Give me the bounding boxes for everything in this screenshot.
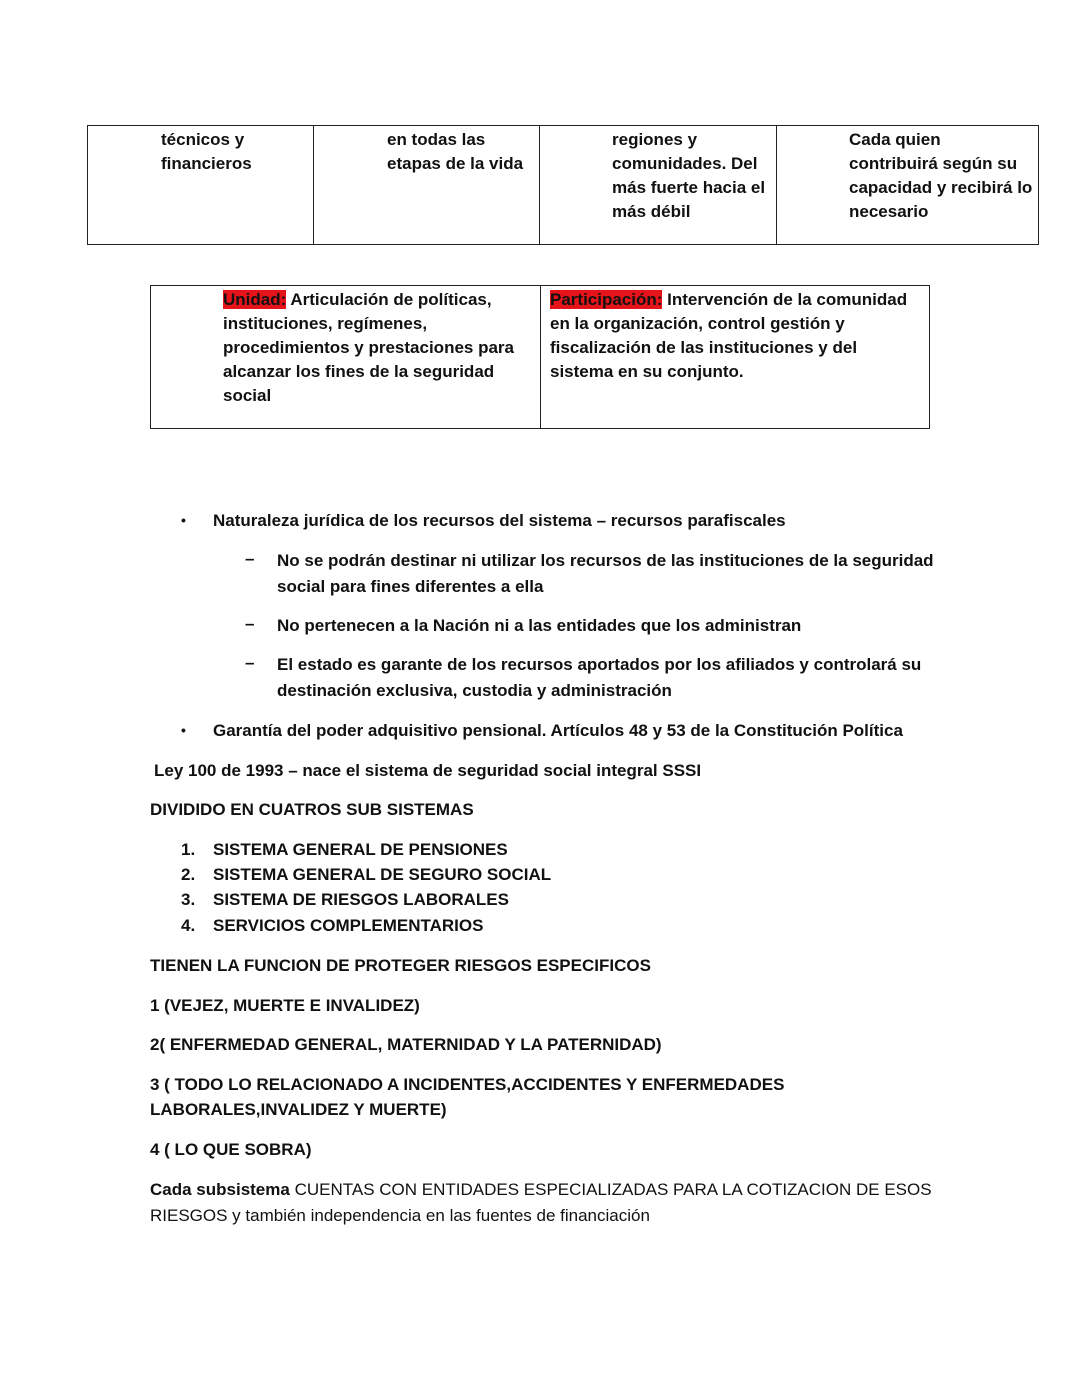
unidad-label: Unidad: [223,290,287,309]
dash-text: social para fines diferentes a ella [277,577,544,596]
list-item: SISTEMA DE RIESGOS LABORALES [213,890,509,909]
bullet-text: Garantía del poder adquisitivo pensional. Artículos 48 y 53 de la Constitución Política [213,721,903,740]
unidad-text: Articulación de políticas, instituciones, regímenes, procedimientos y prestaciones para alcanzar los fines de la seguridad social [223,290,514,405]
list-number: 2. [181,865,196,884]
bullet-icon: • [181,512,186,528]
table-cell [777,126,1038,244]
dash-icon: – [245,653,255,672]
table-cell-unidad [151,286,541,428]
principles-table-top [87,125,1039,245]
table-cell-participacion [541,286,929,428]
cell-text: Cada quien contribuirá según su capacidad y recibirá lo necesario [849,130,1033,221]
dash-icon: – [245,614,255,633]
cada-subsistema-line-2: RIESGOS y también independencia en las fuentes de financiación [150,1206,650,1225]
dash-text: No se podrán destinar ni utilizar los recursos de las instituciones de la seguridad [277,551,934,570]
tienen-heading: TIENEN LA FUNCION DE PROTEGER RIESGOS ESPECIFICOS [150,956,651,975]
table-cell [314,126,540,244]
dividido-heading: DIVIDIDO EN CUATROS SUB SISTEMAS [150,800,474,819]
principles-table-bottom [150,285,930,429]
list-number: 1. [181,840,196,859]
list-item: SISTEMA GENERAL DE PENSIONES [213,840,508,859]
bullet-text: Naturaleza jurídica de los recursos del sistema – recursos parafiscales [213,511,786,530]
riesgo-1: 1 (VEJEZ, MUERTE E INVALIDEZ) [150,996,420,1015]
riesgo-2: 2( ENFERMEDAD GENERAL, MATERNIDAD Y LA PATERNIDAD) [150,1035,662,1054]
dash-text: No pertenecen a la Nación ni a las entidades que los administran [277,616,802,635]
list-item: SERVICIOS COMPLEMENTARIOS [213,916,484,935]
list-number: 4. [181,916,196,935]
dash-text: El estado es garante de los recursos aportados por los afiliados y controlará su [277,655,922,674]
participacion-text: Intervención de la comunidad en la organización, control gestión y fiscalización de las instituciones y del sistema en su conjunto. [550,290,908,381]
dash-icon: – [245,549,255,568]
cell-text: en todas las etapas de la vida [387,130,524,173]
cada-subsistema-line [150,1177,932,1202]
ley-line: Ley 100 de 1993 – nace el sistema de seguridad social integral SSSI [154,761,702,780]
riesgo-3: 3 ( TODO LO RELACIONADO A INCIDENTES,ACCIDENTES Y ENFERMEDADES [150,1075,785,1094]
dash-text: destinación exclusiva, custodia y administración [277,681,672,700]
participacion-label: Participación: [550,290,663,309]
riesgo-4: 4 ( LO QUE SOBRA) [150,1140,312,1159]
table-cell [88,126,314,244]
cada-bold: Cada subsistema [150,1180,290,1199]
riesgo-3-cont: LABORALES,INVALIDEZ Y MUERTE) [150,1100,447,1119]
cell-text: regiones y comunidades. Del más fuerte hacia el más débil [612,130,766,221]
cada-rest: CUENTAS CON ENTIDADES ESPECIALIZADAS PARA LA COTIZACION DE ESOS [289,1180,932,1199]
bullet-icon: • [181,722,186,738]
list-number: 3. [181,890,196,909]
list-item: SISTEMA GENERAL DE SEGURO SOCIAL [213,865,552,884]
table-cell [540,126,777,244]
cell-text: técnicos y financieros [161,130,252,173]
